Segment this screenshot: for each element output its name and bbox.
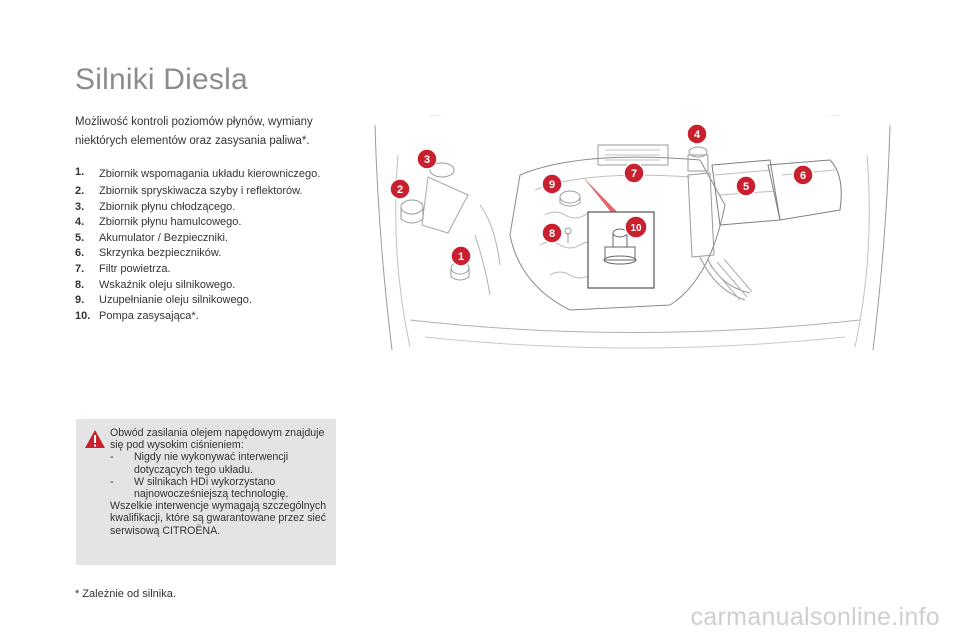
item-number: 1.	[75, 166, 85, 178]
note-line-2: Wszelkie interwencje wymagają szczególnych kwalifikacji, które są gwarantowane przez sieć serwisową CITROËNA.	[110, 500, 327, 537]
marker-1	[451, 246, 471, 266]
marker-10	[625, 216, 647, 238]
engine-bay-diagram	[370, 115, 895, 350]
item-number: 2.	[75, 185, 85, 197]
list-item	[75, 278, 350, 294]
item-number: 8.	[75, 278, 85, 291]
marker-6	[793, 165, 813, 185]
svg-text:7: 7	[630, 168, 638, 180]
item-text: Uzupełnianie oleju silnikowego.	[99, 294, 252, 307]
marker-5	[736, 176, 756, 196]
item-number: 3.	[75, 200, 85, 213]
item-text: Zbiornik płynu chłodzącego.	[99, 200, 236, 213]
marker-9	[542, 174, 562, 194]
svg-text:9: 9	[548, 179, 556, 191]
watermark: carmanualsonline.info	[690, 603, 940, 631]
list-item	[75, 309, 350, 325]
svg-text:4: 4	[693, 129, 701, 141]
component-list	[75, 165, 350, 324]
list-item	[75, 246, 350, 262]
item-text: Zbiornik płynu hamulcowego.	[99, 216, 242, 229]
page-title: Silniki Diesla	[75, 63, 248, 96]
list-item	[75, 184, 350, 200]
note-dash-1-text: Nigdy nie wykonywać interwencji dotyczących tego układu.	[134, 451, 289, 476]
list-item	[75, 165, 350, 184]
item-number: 5.	[75, 231, 85, 244]
item-text: Pompa zasysająca*.	[99, 309, 199, 322]
note-line-1: Obwód zasilania olejem napędowym znajduje się pod wysokim ciśnieniem:	[110, 427, 325, 452]
marker-3	[417, 149, 437, 169]
warning-note	[76, 419, 336, 565]
intro-text: Możliwość kontroli poziomów płynów, wymiany niektórych elementów oraz zasysania paliwa*.	[75, 116, 313, 147]
list-item	[75, 262, 350, 278]
list-item	[75, 215, 350, 231]
item-number: 9.	[75, 294, 85, 307]
item-text: Wskaźnik oleju silnikowego.	[99, 278, 236, 291]
dash-symbol: -	[110, 475, 114, 488]
svg-text:10: 10	[630, 223, 642, 234]
note-dash-2	[110, 476, 330, 500]
marker-2	[390, 179, 410, 199]
marker-8	[542, 223, 562, 243]
item-number: 4.	[75, 216, 85, 229]
item-text: Zbiornik spryskiwacza szyby i reflektorów.	[99, 185, 303, 197]
item-text: Skrzynka bezpieczników.	[99, 247, 222, 260]
item-text: Filtr powietrza.	[99, 262, 171, 275]
warning-text	[110, 427, 330, 537]
svg-text:5: 5	[742, 181, 750, 193]
svg-text:2: 2	[396, 184, 404, 196]
marker-4	[687, 124, 707, 144]
svg-text:1: 1	[457, 251, 465, 263]
note-dash-1	[110, 451, 330, 475]
svg-text:8: 8	[548, 228, 556, 240]
list-item	[75, 200, 350, 216]
item-number: 6.	[75, 247, 85, 260]
list-item	[75, 293, 350, 309]
footnote: * Zależnie od silnika.	[75, 588, 176, 600]
warning-icon	[84, 429, 106, 449]
item-number: 10.	[75, 309, 91, 322]
list-item	[75, 231, 350, 247]
item-text: Zbiornik wspomagania układu kierowniczego.	[99, 168, 321, 180]
note-dash-2-text: W silnikach HDi wykorzystano najnowocześniejszą technologię.	[134, 475, 289, 501]
svg-text:3: 3	[423, 154, 431, 166]
item-text: Akumulator / Bezpieczniki.	[99, 231, 228, 244]
item-number: 7.	[75, 262, 85, 275]
svg-text:6: 6	[799, 170, 807, 182]
marker-7	[624, 163, 644, 183]
dash-symbol: -	[110, 451, 114, 464]
